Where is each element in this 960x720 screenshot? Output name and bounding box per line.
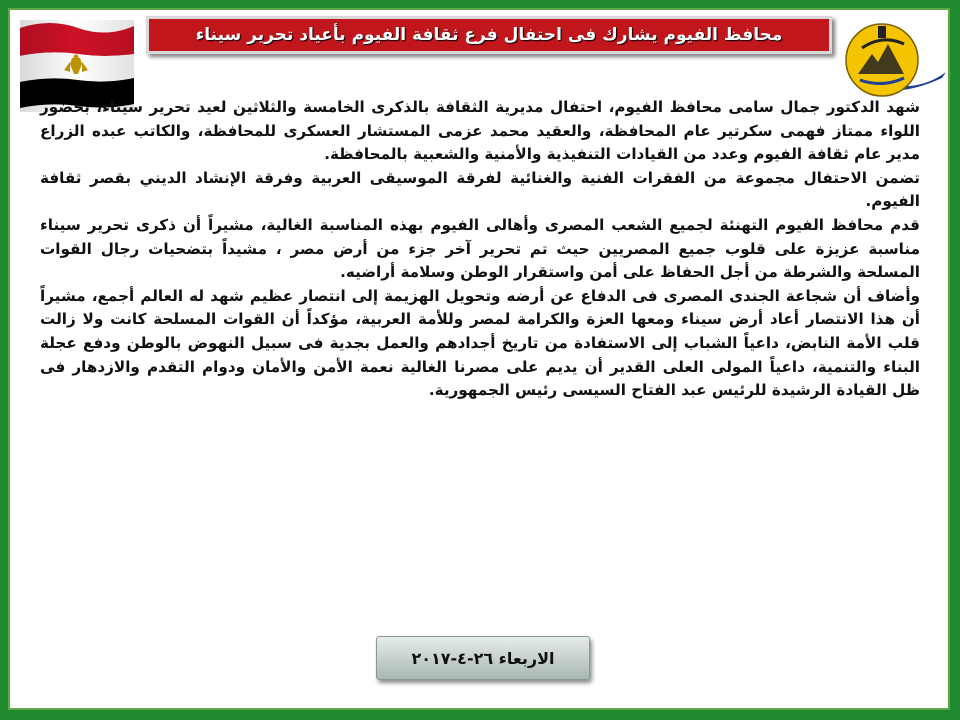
publish-date: الاربعاء ٢٦-٤-٢٠١٧ <box>411 648 555 668</box>
article-paragraph: تضمن الاحتفال مجموعة من الفقرات الفنية والغنائية لفرقة الموسيقى العربية وفرقة الإنشاد الديني بقصر ثقافة الفيوم. <box>40 168 920 211</box>
article-paragraph: شهد الدكتور جمال سامى محافظ الفيوم، احتفال مديرية الثقافة بالذكرى الخامسة والثلاثين لعيد تحرير سيناء، بحضور اللواء ممتاز فهمى سكرتير عام المحافظة، والعقيد محمد عزمى المستشار العسكرى للمحافظة، والكاتب عبده الزراع مدير عام ثقافة الفيوم وعدد من القيادات التنفيذية والأمنية والشعبية بالمحافظة. <box>40 98 920 164</box>
title-banner <box>146 16 832 54</box>
page-title: محافظ الفيوم يشارك فى احتفال فرع ثقافة الفيوم بأعياد تحرير سيناء <box>195 25 783 45</box>
article-paragraph: قدم محافظ الفيوم التهنئة لجميع الشعب المصرى وأهالى الفيوم بهذه المناسبة الغالية، مشيراً أن ذكرى تحرير سيناء مناسبة عزيزة على قلوب جميع المصريين حيث تم تحرير آخر جزء من أرض مصر ، مشيداً بتضحيات رجال القوات المسلحة والشرطة من أجل الحفاظ على أمن واستقرار الوطن وسلامة أراضيه. <box>40 215 920 282</box>
article-body <box>40 96 920 403</box>
date-badge <box>376 636 590 680</box>
article-paragraph: وأضاف أن شجاعة الجندى المصرى فى الدفاع عن أرضه وتحويل الهزيمة إلى انتصار عظيم شهد له العالم أجمع، مشيراً أن هذا الانتصار أعاد أرض سيناء ومعها العزة والكرامة لمصر وللأمة العربية، مؤكداً أن القوات المسلحة كانت ولا زالت قلب الأمة النابض، داعياً الشباب إلى الاستفادة من تاريخ أجدادهم والعمل بجدية فى سبيل النهوض بالوطن ودفع عجلة البناء والتنمية، داعياً المولى العلى القدير أن يديم على مصرنا الغالية نعمة الأمن والأمان ودوام التقدم والازدهار فى ظل القيادة الرشيدة للرئيس عبد الفتاح السيسى رئيس الجمهورية. <box>40 286 920 400</box>
governorate-logo <box>838 14 950 106</box>
